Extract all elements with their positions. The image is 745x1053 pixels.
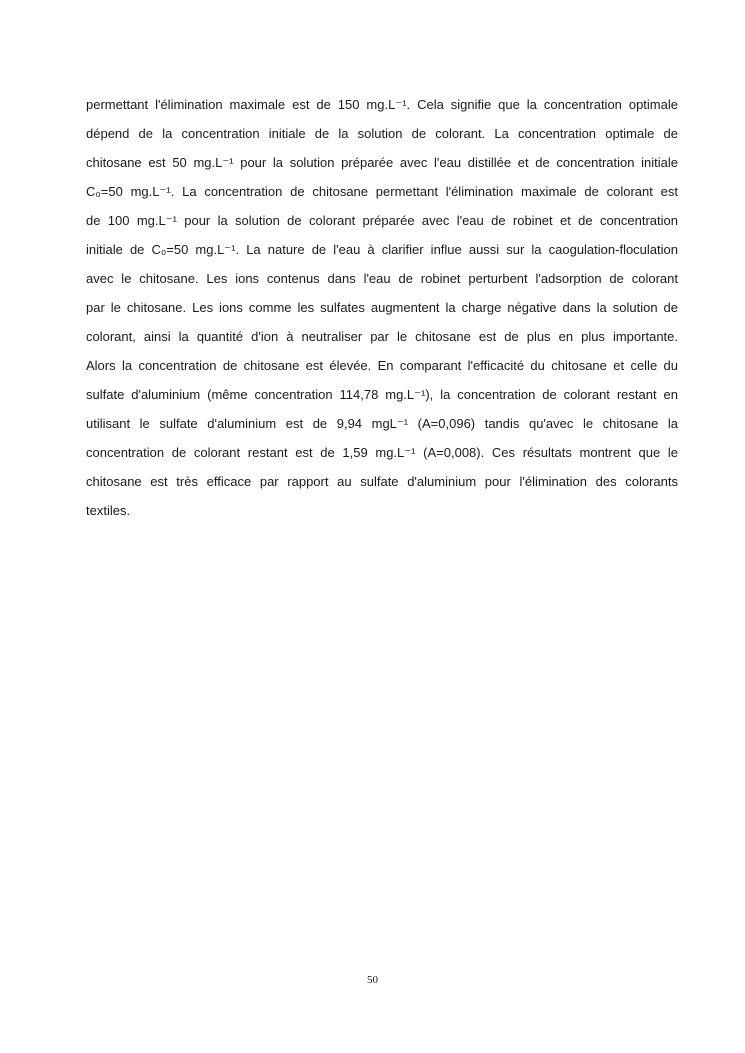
text-line: par le chitosane. Les ions comme les sulfates augmentent la charge négative dans la solution de bbox=[86, 300, 678, 315]
text-line: chitosane est très efficace par rapport au sulfate d'aluminium pour l'élimination des colorants bbox=[86, 474, 678, 489]
text-line: de 100 mg.L⁻¹ pour la solution de colorant préparée avec l'eau de robinet et de concentration bbox=[86, 213, 678, 228]
text-line: dépend de la concentration initiale de la solution de colorant. La concentration optimale de bbox=[86, 126, 678, 141]
text-line: Alors la concentration de chitosane est élevée. En comparant l'efficacité du chitosane et celle du bbox=[86, 358, 678, 373]
text-line: textiles. bbox=[86, 503, 131, 518]
body-paragraph bbox=[86, 90, 678, 525]
text-line: colorant, ainsi la quantité d'ion à neutraliser par le chitosane est de plus en plus importante. bbox=[86, 329, 678, 344]
text-line: chitosane est 50 mg.L⁻¹ pour la solution préparée avec l'eau distillée et de concentration initiale bbox=[86, 155, 678, 170]
text-line: utilisant le sulfate d'aluminium est de 9,94 mgL⁻¹ (A=0,096) tandis qu'avec le chitosane la bbox=[86, 416, 678, 431]
page-number: 50 bbox=[367, 974, 378, 986]
text-line: sulfate d'aluminium (même concentration 114,78 mg.L⁻¹), la concentration de colorant restant en bbox=[86, 387, 678, 402]
text-line: initiale de C₀=50 mg.L⁻¹. La nature de l'eau à clarifier influe aussi sur la caogulation-floculation bbox=[86, 242, 678, 257]
text-line: permettant l'élimination maximale est de 150 mg.L⁻¹. Cela signifie que la concentration optimale bbox=[86, 97, 678, 112]
text-line: concentration de colorant restant est de 1,59 mg.L⁻¹ (A=0,008). Ces résultats montrent que le bbox=[86, 445, 678, 460]
text-line: avec le chitosane. Les ions contenus dans l'eau de robinet perturbent l'adsorption de colorant bbox=[86, 271, 678, 286]
text-line: C₀=50 mg.L⁻¹. La concentration de chitosane permettant l'élimination maximale de colorant est bbox=[86, 184, 678, 199]
